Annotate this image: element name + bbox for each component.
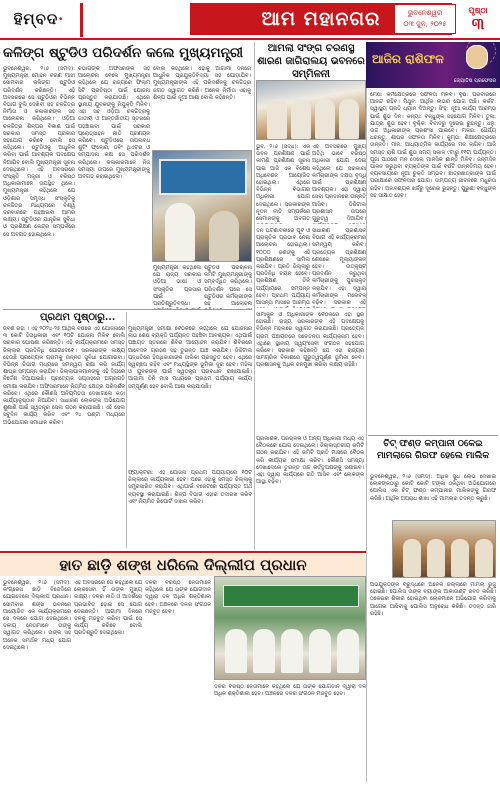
continuation-column-a: ଜିବଣ ରିହା । ଏହି ୨୦୨୪-୨୫ ଆର୍ଥିକ ବର୍ଷରେ ଏହି ଯୋଜନାରେ ୩ କୋଟି ହିତାଧିକାରୀ ଏବଂ ୧୦ଟି ଯୋଜନା ମିଳିବ ବୋଲି ସରକାର ଘୋଷଣା କରିଛନ୍ତି। ଏହି କାର୍ଯ୍ୟକ୍ରମରେ ସମସ୍ତ ଜିଲ୍ଲାର ପ୍ରତିନିଧି ଯୋଗଦେବେ। ସରକାରଙ୍କ ଲକ୍ଷ୍ୟ ହେଉଛି ପ୍ରତ୍ୟେକ ଗ୍ରାମକୁ ଉନ୍ନତ ସୁବିଧା ଯୋଗାଇବା। ବିଭିନ୍ନ ବିଭାଗ ମଧ୍ୟରେ ସମନ୍ୱୟ ରକ୍ଷା କରି କାର୍ଯ୍ୟ ଶୀଘ୍ର ସମ୍ପନ୍ନ କରାଯିବ। ଜିଲ୍ଲାପାଳମାନଙ୍କୁ ଏହି ଦିଗରେ ନିର୍ଦ୍ଦେଶ ଦିଆଯାଇଛି। ପ୍ରତ୍ୟେକ ସପ୍ତାହରେ ଅଗ୍ରଗତି ସମୀକ୍ଷା କରାଯିବ। ଅଫିସରମାନେ ନିୟମିତ କ୍ଷେତ୍ର ପରିଦର୍ଶନ କରିବେ। ଏଥିରେ କୌଣସି ଅନିୟମିତତା ଦେଖାଗଲେ କଡ଼ା କାର୍ଯ୍ୟାନୁଷ୍ଠାନ ନିଆଯିବ। ସାଧାରଣ ଲୋକଙ୍କ ଅଭିଯୋଗ ଶୁଣାଣି ପାଇଁ ସ୍ୱତନ୍ତ୍ର ସେଲ ଗଠନ କରାଯାଇଛି। ଏହି ସେଲ ସବୁଦିନ କାର୍ଯ୍ୟ କରିବ ଏବଂ ୨୪ ଘଣ୍ଟା ମଧ୍ୟରେ ଅଭିଯୋଗର ସମାଧାନ କରିବ। bbox=[3, 326, 125, 426]
lead-story-column-2: ବିଭାଗିଙ୍କ ଅଫିସରଙ୍କ ସହ ଆଲୋଚନା ବେଳେ ମୁଖ୍ୟମନ୍ତ୍ରୀ କହିଥିଲେ ଯେ ରାଜ୍ୟରେ ଫିଲ୍ମ ସିଟି ପ୍ରତିଷ୍ଠା ପାଇଁ ଯୋଜନା ପ୍ରସ୍ତୁତ କରାଯାଉଛି। ଏଥିରେ ସ୍ଥାନୀୟ ଯୁବକଙ୍କୁ ନିଯୁକ୍ତି ମିଳିବ। ଏହା ସହ ଓଡ଼ିଆ ଚଳଚ୍ଚିତ୍ରକୁ ଜାତୀୟ ଓ ଆନ୍ତର୍ଜାତୀୟ ସ୍ତରରେ ପହଞ୍ଚାଇବା ପାଇଁ ସରକାର ପ୍ରୋତ୍ସାହନ ନୀତି ପ୍ରଣୟନ କରିବେ। ଷ୍ଟୁଡିଓରେ ଉପଲବ୍ଧ ଶୁଟିଂ ଫ୍ଲୋର, ଡବିଂ ଥିଏଟର ଓ ସମ୍ପାଦନା କକ୍ଷ ସେ ପରିଦର୍ଶନ କରିଥିଲେ। କଳାକାରମାନେ ନିଜ ସମସ୍ୟା ଉପରେ ମୁଖ୍ୟମନ୍ତ୍ରୀଙ୍କୁ ଅବଗତ କରାଇଥିଲେ। bbox=[78, 66, 150, 181]
section-divider bbox=[3, 309, 252, 310]
column-rule bbox=[254, 42, 255, 550]
mid-story-column-3: ଦିନ ଘଟଣାବଳୀରେ ପୂର୍ବ ଓ ପ୍ରାକୃତିକ ପ୍ରଭାବ ନେଇ ଆଲୋଚନା ହୋଇଥିଲା। ୧୦୦୦ ଜଣଙ୍କୁ ଏହି ପ୍ରଶିକ୍ଷଣରେ ସାମିଲ କରାଯିବ। ପ୍ରତି ଜିଲ୍ଲାରୁ ପ୍ରତିନିଧି ଚୟନ ହେବେ। ପ୍ରଶିକ୍ଷଣ ତିନି ପର୍ଯ୍ୟାୟରେ ସମ୍ପନ୍ନ ହେବ। ପ୍ରଥମ ପର୍ଯ୍ୟାୟ ଆସନ୍ତା ମାସରେ ଆରମ୍ଭ bbox=[256, 228, 310, 307]
astrologer-photo bbox=[466, 45, 488, 69]
dilip-joining-photo bbox=[214, 576, 366, 680]
story-divider bbox=[368, 435, 498, 436]
photo-figure bbox=[339, 99, 359, 139]
page-number: ୩ bbox=[471, 14, 485, 33]
photo-figure bbox=[475, 539, 493, 577]
column-rule bbox=[366, 42, 367, 782]
horoscope-title: ଆଜିର ରାଶିଫଳ bbox=[372, 52, 444, 66]
lead-story-column-4: ମୁଖ୍ୟମନ୍ତ୍ରୀ କହିଥିଲେ ଯେ ରାଜ୍ୟ ସରକାର ଓଡ଼ିଆ ଭାଷା ଓ ସଂସ୍କୃତିର ପ୍ରସାର ପାଇଁ ପ୍ରତିଶ୍ରୁତିବଦ୍ଧ। bbox=[153, 265, 201, 308]
photo-figure bbox=[451, 539, 469, 577]
party-banner bbox=[223, 585, 359, 607]
photo-figure bbox=[315, 99, 335, 139]
mid-story-headline: ଆମଲା ସଂଙ୍ଗ ଚରଣସ୍ଥ ଶାରଣ ଜାଗିରାଲୟ ଭବନରେ ସମ୍ମିଳନୀ bbox=[257, 43, 365, 80]
photo-figure bbox=[267, 99, 287, 139]
photo-figure bbox=[291, 99, 311, 139]
right-story-photo bbox=[392, 520, 496, 578]
photo-figure bbox=[337, 629, 359, 673]
lead-story-column-1: ଭୁବନେଶ୍ୱର, ୨।୬ (ସମିଦ): ମୁଖ୍ୟମନ୍ତ୍ରୀ ମୋହନ ଚରଣ ମାଝୀ ସୋମବାର କଳିଙ୍ଗ ଷ୍ଟୁଡିଓ ପରିଦର୍ଶନ କରିଛନ୍ତି। ଏହି ଅବସରରେ ସେ ଷ୍ଟୁଡିଓର ବିଭିନ୍ନ ବିଭାଗ ବୁଲି ଦେଖିବା ସହ ଚଳଚ୍ଚିତ୍ର ନିର୍ମାତା ଓ କଳାକାରଙ୍କ ସହ ଆଲୋଚନା କରିଥିଲେ। ଓଡ଼ିଆ ଚଳଚ୍ଚିତ୍ର ଶିଳ୍ପର ବିକାଶ ପାଇଁ ସରକାର ସମସ୍ତ ପ୍ରକାର ସହଯୋଗ କରିବେ ବୋଲି ସେ କହିଥିଲେ। ଷ୍ଟୁଡିଓକୁ ଆଧୁନିକ କରିବା ପାଇଁ ଆବଶ୍ୟକ ପଦକ୍ଷେପ ନିଆଯିବ ବୋଲି ମୁଖ୍ୟମନ୍ତ୍ରୀ ସୂଚନା ଦେଇଥିଲେ। ଏହି ଅବସରରେ ସଂସ୍କୃତି ମନ୍ତ୍ରୀ ଓ ବରିଷ୍ଠ ଅଧିକାରୀମାନେ ଉପସ୍ଥିତ ଥିଲେ। ମୁଖ୍ୟମନ୍ତ୍ରୀ କହିଥିଲେ ଯେ ଓଡ଼ିଶାର ସମୃଦ୍ଧ ସଂସ୍କୃତିକୁ ଚଳଚ୍ଚିତ୍ର ମାଧ୍ୟମରେ ବିଶ୍ୱ ଦରବାରରେ ପହଞ୍ଚାଇବା ଆମର ଲକ୍ଷ୍ୟ। ଷ୍ଟୁଡିଓର ଯାନ୍ତ୍ରିକ ସୁବିଧା ଓ ପ୍ରଶିକ୍ଷଣ କେନ୍ଦ୍ର ସମ୍ପର୍କରେ ସେ ଅବଗତ ହୋଇଥିଲେ। bbox=[3, 66, 75, 238]
continuation-subhead: ପ୍ରଥମ ପୃଷ୍ଠାରୁ... bbox=[40, 312, 116, 323]
dilip-photo-caption-text: ଦଳର ବରିଷ୍ଠ ନେତାମାନେ କହିଥିଲେ ଯେ ତାଙ୍କ ଯୋଗଦାନ ଦ୍ୱାରା ଦଳ ଅଧିକ ଶକ୍ତିଶାଳୀ ହେବ। ଅଞ୍ଚଳରେ ଦଳର ସଂଗଠନ ମଜବୁତ ହେବ। bbox=[214, 684, 366, 698]
dateline-city: ଭୁବନେଶ୍ୱର bbox=[407, 9, 443, 17]
photo-figure bbox=[281, 629, 303, 673]
right-story-column-2: ଅଭିଯୁକ୍ତଙ୍କ ବିରୁଦ୍ଧରେ ଅନେକ ଜିଲ୍ଲାରେ ମାମଲା ରୁଜୁ ହୋଇଛି। ପୋଲିସ ତାଙ୍କ ବ୍ୟାଙ୍କ ଆକାଉଣ୍ଟ ଜବତ କରିଛି। ଠକେଇର ଶିକାର ହୋଇଥିବା ଲୋକମାନେ ଅଭିଯୋଗ କରିବାକୁ ଆଗେଇ ଆସିବାକୁ ପୋଲିସ ଅନୁରୋଧ କରିଛି। ତଦନ୍ତ ଜାରି ରହିଛି। bbox=[370, 582, 496, 617]
lead-story-column-3: ବୋଲି କହିଥିଲେ। ଏହାକୁ ଆଗାମୀ ଦିନରେ ଆଧୁନିକ ପ୍ରଯୁକ୍ତିବିଦ୍ୟା ସହ ଯୋଡ଼ାଯିବ। ମୁଖ୍ୟମନ୍ତ୍ରୀଙ୍କ ଏହି ପରିଦର୍ଶନକୁ ଚଳଚ୍ଚିତ୍ର ଜଗତ ସ୍ୱାଗତ କରିଛି। ଅନେକ ନିର୍ମାତା ଏହାକୁ ଶିଳ୍ପ ପାଇଁ ନୂଆ ଆଶା ବୋଲି କହିଛନ୍ତି। bbox=[153, 66, 251, 101]
mid-story-column-1: ଭୁବ, ୨।୬ (ସିଦ୍ଧ): ଏକ ଭବନ ପ୍ରଶିକ୍ଷଣ ପାଇଁ କାମଣି ପ୍ରଶିକ୍ଷଣ ସୂଚନା ପାଇ ଆଜି ଏକ ବିଶେଷ ଅଧିବେଶନ ଆୟୋଜିତ ହୋଇଥିଲା। ଏଥିରେ ବିଭିନ୍ନ ବିଭାଗର ଅଧିକାରୀ ଯୋଗ ଦେଇଥିଲେ। ସରକାରଙ୍କ ନୂତନ ନୀତି ସମ୍ପର୍କରେ ସେମାନଙ୍କୁ ଅବଗତ bbox=[256, 144, 310, 223]
right-story-headline: ଚିଟ୍ ଫଣ୍ଡ କମ୍ପାନୀ ଠକେଇ ମାମଲାରେ ଗିରଫ ହେଲେ ମାଲିକ bbox=[377, 439, 489, 461]
dilip-story-column-1: ଭୁବନେଶ୍ୱର, ୨।୬ (ସମିଦ): କଂଗ୍ରେସ ଛାଡ଼ି ବିଜେଡିରେ ଯୋଗଦେଲେ ଦିଲ୍ଲୀପ ପ୍ରଧାନ। ସୋମବାର ଶଙ୍ଖ ଭବନରେ ଆୟୋଜିତ ଏକ କାର୍ଯ୍ୟକ୍ରମରେ ସେ ଦଳରେ ଯୋଗ ଦେଇଥିଲେ। ଦଳୀୟ ନେତାମାନେ ତାଙ୍କୁ ସ୍ୱାଗତ କରିଥିଲେ। ତାଙ୍କ ସହ ଅନେକ ସମର୍ଥକ ମଧ୍ୟ ଯୋଗ ଦେଇଥିଲେ। bbox=[3, 580, 71, 651]
mid-story-column-4: ସାଧାରଣ ପ୍ରଶାସନ ବିଭାଗ ଏହି କାର୍ଯ୍ୟକ୍ରମର ସମନ୍ୱୟ କରିବ। ପ୍ରତ୍ୟେକ ପ୍ରଶିକ୍ଷଣ ଶେଷରେ ମୂଲ୍ୟାଙ୍କନ ହେବ। ଉତ୍କୃଷ୍ଟ ପ୍ରଦର୍ଶନ କରୁଥିବା କର୍ମଚାରୀଙ୍କୁ ପୁରସ୍କୃତ କରାଯିବ। ଏହା ଦ୍ୱାରା କର୍ମଚାରୀଙ୍କ ମନୋବଳ ବଢ଼ିବ। ସରକାର ଏହି bbox=[312, 228, 366, 307]
photo-figure bbox=[209, 211, 239, 261]
lead-headline: କଳିଙ୍ଗ ଷ୍ଟୁଡିଓ ପରିଦର୍ଶନ କଲେ ମୁଖ୍ୟମନ୍ତ୍ରୀ bbox=[3, 45, 244, 61]
brand-name: ହିମ୍ବଦ bbox=[13, 10, 59, 28]
page-word: ପୃଷ୍ଠା bbox=[468, 6, 488, 15]
dilip-headline: ହାତ ଛାଡ଼ି ଶଙ୍ଖ ଧରିଲେ ଦିଲ୍ଲୀପ ପ୍ରଧାନ bbox=[0, 554, 366, 576]
right-story-column-1: ଭୁବନେଶ୍ୱର, ୨।୬ (ସମିଦ): ଅଧିକ ସୁଧ ଲୋଭ ଦେଖାଇ ଲୋକଙ୍କଠାରୁ କୋଟି କୋଟି ଟଙ୍କା ଠକିଥିବା ଅଭିଯୋଗରେ ପୋଲିସ ଏକ ଚିଟ୍ ଫଣ୍ଡ କମ୍ପାନୀର ମାଲିକଙ୍କୁ ଗିରଫ କରିଛି। ଆର୍ଥିକ ଅପରାଧ ଶାଖା ଏହି ମାମଲାର ତଦନ୍ତ କରୁଛି। bbox=[370, 474, 496, 502]
masthead bbox=[0, 0, 500, 40]
continuation-column-b: ମୁଖ୍ୟମନ୍ତ୍ରୀ ସମୀକ୍ଷା ବୈଠକରେ କହିଥିଲେ ଯେ ଯୋଜନାର ଲାଭ ଶେଷ ବ୍ୟକ୍ତି ପର୍ଯ୍ୟନ୍ତ ପହଞ୍ଚିବା ଆବଶ୍ୟକ। ଏଥିପାଇଁ ପଞ୍ଚାୟତ ସ୍ତରରେ ଶିବିର ଆୟୋଜନ କରାଯିବ। ଶିବିରରେ ଆବେଦନ ଗ୍ରହଣ ସହ ତୁରନ୍ତ ଯାଞ୍ଚ କରାଯିବ। ଡିଜିଟାଲ ପଦ୍ଧତିରେ ହିତାଧିକାରୀଙ୍କ ତାଲିକା ପ୍ରସ୍ତୁତ ହେବ। ଏଥିରେ ସ୍ୱଚ୍ଛତା ରହିବ ଏବଂ ମଧ୍ୟସ୍ଥିଙ୍କ ଭୂମିକା ଦୂର ହେବ। ମହିଳା ଓ ଯୁବକଙ୍କ ପାଇଁ ସ୍ୱତନ୍ତ୍ର ପ୍ରାବଧାନ ରଖାଯାଇଛି। ଆଗାମୀ ତିନି ମାସ ମଧ୍ୟରେ ପ୍ରଥମ ପର୍ଯ୍ୟାୟ କାର୍ଯ୍ୟ ସମ୍ପୂର୍ଣ୍ଣ ହେବ ବୋଲି ଆଶା କରାଯାଉଛି। bbox=[128, 326, 252, 390]
studio-screen bbox=[159, 159, 247, 195]
dateline-date: ୦୩ ଜୁନ, ୨୦୨୫ bbox=[403, 20, 447, 28]
story-divider bbox=[0, 551, 366, 553]
mid-story-photo bbox=[256, 80, 366, 140]
lead-story-column-5: ଷ୍ଟୁଡିଓ ପରିଚାଳନା କମିଟି ମୁଖ୍ୟମନ୍ତ୍ରୀଙ୍କୁ ସମ୍ବର୍ଦ୍ଧିତ କରିଥିଲେ। ପରିଦର୍ଶନ ପରେ ସେ ଷ୍ଟୁଡିଓର କର୍ମଚାରୀଙ୍କ ସହ ଆଲୋଚନା bbox=[204, 265, 252, 308]
continuation-column-c: ଫ୍ୟାକ୍ଟରୀ: ଏହି ଯୋଜନା ପ୍ରଥମ ପର୍ଯ୍ୟାୟରେ ୧୦ଟି ଜିଲ୍ଲାରେ କାର୍ଯ୍ୟକାରୀ ହେବ। ପରେ ଏହାକୁ ସମସ୍ତ ଜିଲ୍ଲାକୁ ସମ୍ପ୍ରସାରିତ କରାଯିବ। ଏଥିପାଇଁ ବଜେଟରେ ପର୍ଯ୍ୟାପ୍ତ ଅର୍ଥ ବ୍ୟବସ୍ଥା କରାଯାଇଛି। ଶିଳ୍ପ ବିଭାଗ ଏହାର ତଦାରଖ କରିବ ଏବଂ ନିୟମିତ ରିପୋର୍ଟ ଦାଖଲ କରିବ। bbox=[128, 470, 252, 505]
section-title: ଆମ ମହାନଗର bbox=[261, 8, 381, 30]
photo-figure bbox=[309, 629, 331, 673]
newspaper-logo: ହିମ୍ବଦ · bbox=[13, 10, 65, 28]
right-story-side-text bbox=[370, 520, 390, 578]
column-rule bbox=[126, 312, 127, 548]
continuation-column-d: ସୀମାକୁଳ ଓ ଅଧିକାରୀଙ୍କ ବୈଠକରେ ଏହା ସ୍ଥିର ହୋଇଛି। ରାଜ୍ୟ ସରକାରଙ୍କ ଏହି ପଦକ୍ଷେପକୁ ବିଭିନ୍ନ ମହଲରେ ସ୍ୱାଗତ କରାଯାଇଛି। ପ୍ରତ୍ୟେକ ଗ୍ରାମ ପଞ୍ଚାୟତରେ ସଚେତନତା କାର୍ଯ୍ୟକ୍ରମ ହେବ। ଏଥିରେ ସ୍ଥାନୀୟ ସ୍ୱୟଂସେବୀ ସଂଗଠନ ସହଯୋଗ କରିବେ। ସରକାର କହିଛନ୍ତି ଯେ ଏହା ରାଜ୍ୟର ସାମଗ୍ରିକ ବିକାଶରେ ଗୁରୁତ୍ୱପୂର୍ଣ୍ଣ ଭୂମିକା ନେବ। ପ୍ରଶାସନକୁ ଅଧିକ ଜନମୁଖୀ କରିବା ଲକ୍ଷ୍ୟ ରହିଛି। bbox=[256, 312, 364, 369]
brand-divider bbox=[80, 3, 83, 37]
photo-figure bbox=[403, 539, 421, 577]
astrologer-name: ଜ୍ୟୋତିଷ ପ୍ରଫେସର bbox=[454, 78, 496, 84]
photo-figure bbox=[165, 203, 195, 261]
dilip-story-column-3: ଦଳର ବରିଷ୍ଠ ନେତାମାନେ କହିଥିଲେ ଯେ ତାଙ୍କ ଯୋଗଦାନ ଦ୍ୱାରା ଦଳ ଅଧିକ ଶକ୍ତିଶାଳୀ ହେବ। ଅଞ୍ଚଳରେ ଦଳର ସଂଗଠନ ମଜବୁତ ହେବ। bbox=[145, 580, 211, 615]
dilip-story-column-2: ଏହି ଅବସରରେ ସେ କହିଥିଲେ ଯେ ଲୋକସେବା ହିଁ ତାଙ୍କ ମୁଖ୍ୟ ଲକ୍ଷ୍ୟ। ଦଳର ନୀତି ଓ ଆଦର୍ଶରେ ପ୍ରଭାବିତ ହୋଇ ସେ ଯୋଗ ଦେଇଛନ୍ତି। ଆଗାମୀ ଦିନରେ ଦଳକୁ ମଜବୁତ କରିବା ପାଇଁ ସେ କାର୍ଯ୍ୟ କରିବେ ବୋଲି ପ୍ରତିଶ୍ରୁତି ଦେଇଥିଲେ। bbox=[74, 580, 142, 637]
photo-figure bbox=[427, 539, 445, 577]
horoscope-body: ମେଷ: କର୍ମକ୍ଷେତ୍ରରେ ସଫଳତା ମିଳିବ। ବୃଷ: ପରିବାରରେ ଆନନ୍ଦ ରହିବ। ମିଥୁନ: ଆର୍ଥିକ ଲାଭର ଯୋଗ ଅଛି। କର୍କଟ: ସ୍ୱାସ୍ଥ୍ୟ ପ୍ରତି ଧ୍ୟାନ ଦିଅନ୍ତୁ। ସିଂହ: ନୂଆ କାର୍ଯ୍ୟ ଆରମ୍ଭ ପାଇଁ ଶୁଭ ଦିନ। କନ୍ୟା: ବନ୍ଧୁଙ୍କ ସହଯୋଗ ମିଳିବ। ତୁଳା: ଯାତ୍ରା ଶୁଭ ହେବ। ବୃଶ୍ଚିକ: ବିବାଦରୁ ଦୂରେଇ ରୁହନ୍ତୁ। ଧନୁ: ଉଚ୍ଚ ଅଧିକାରୀଙ୍କ ପ୍ରଶଂସା ପାଇବେ। ମକର: ଧୈର୍ଯ୍ୟ ଧରନ୍ତୁ, ଶୀଘ୍ର ସଫଳତା ମିଳିବ। କୁମ୍ଭ: ଶିକ୍ଷାକ୍ଷେତ୍ରରେ ଉନ୍ନତି। ମୀନ: ଆଧ୍ୟାତ୍ମିକ କାର୍ଯ୍ୟରେ ମନ ଲାଗିବ। ଆଜି ସମସ୍ତ ରାଶି ପାଇଁ ଶୁଭ ସମୟ ସକାଳ ୯ଟାରୁ ୧୧ଟା ପର୍ଯ୍ୟନ୍ତ। ପୂଜା ପାଠରେ ମନ ଦେଲେ ମାନସିକ ଶାନ୍ତି ମିଳିବ। ଜନ୍ମଦିନ ପାଳନ କରୁଥିବା ବ୍ୟକ୍ତିଙ୍କ ପାଇଁ ବର୍ଷଟି ଉନ୍ନତିମୟ ହେବ। ବ୍ୟବସାୟରେ ନୂଆ ଚୁକ୍ତି ସମ୍ଭବ। ଛାତ୍ରଛାତ୍ରୀଙ୍କ ପାଇଁ ପରୀକ୍ଷାରେ ସଫଳତାର ଯୋଗ। ଦାମ୍ପତ୍ୟ ଜୀବନରେ ମଧୁରତା ରହିବ। ଅନାବଶ୍ୟକ ଖର୍ଚ୍ଚରୁ ଦୂରେଇ ରୁହନ୍ତୁ। ପୁରୁଣା ବନ୍ଧୁଙ୍କ ସହ ସାକ୍ଷାତ ହେବ। bbox=[370, 92, 496, 199]
photo-figure bbox=[225, 629, 247, 673]
header-rule bbox=[0, 38, 500, 40]
page-number-label bbox=[460, 3, 496, 35]
continuation-column-e: ପ୍ରକାଶକ, ପରିଚାଳକ ଓ ଅନ୍ୟ ଅଧିକାରୀ ମଧ୍ୟ ଏହି ବୈଠକରେ ଯୋଗ ଦେଇଥିଲେ। ଜିଲ୍ଲାସ୍ତରୀୟ କମିଟି ଗଠନ କରାଯିବ। ଏହି କମିଟି ପ୍ରତି ମାସରେ ବୈଠକ କରି କାର୍ଯ୍ୟର ସମୀକ୍ଷା କରିବ। କୌଣସି ସମସ୍ୟା ଦେଖାଦେଲେ ତୁରନ୍ତ ଉଚ୍ଚ କର୍ତ୍ତୃପକ୍ଷଙ୍କୁ ଜଣାଇବ। ଏହା ଦ୍ୱାରା କାର୍ଯ୍ୟରେ ଗତି ଆସିବ ଏବଂ ଲୋକଙ୍କ ଆସ୍ଥା ବଢ଼ିବ। bbox=[256, 436, 364, 486]
photo-figure bbox=[253, 629, 275, 673]
dateline-box bbox=[394, 4, 456, 34]
mid-story-column-2: ଏହି ଅବସରରେ ମୁଖ୍ୟ ଅତିଥି ଭାବେ ବରିଷ୍ଠ ଅଧିକାରୀ ଯୋଗ ଦେଇ କହିଥିଲେ ଯେ ସରକାରୀ କର୍ମଚାରୀଙ୍କ ଦକ୍ଷତା ବୃଦ୍ଧି ପାଇଁ ପ୍ରଶିକ୍ଷଣ ଆବଶ୍ୟକ। ଏହା ଦ୍ୱାରା ସେବା ପ୍ରଦାନରେ ଉନ୍ନତି ଆସିବ। ଡିଜିଟାଲ ପ୍ରଶାସନ ଉପରେ ଗୁରୁତ୍ୱ ଦିଆଯିବ। bbox=[312, 144, 366, 223]
horoscope-banner bbox=[366, 42, 500, 88]
cm-studio-visit-photo bbox=[152, 150, 252, 262]
